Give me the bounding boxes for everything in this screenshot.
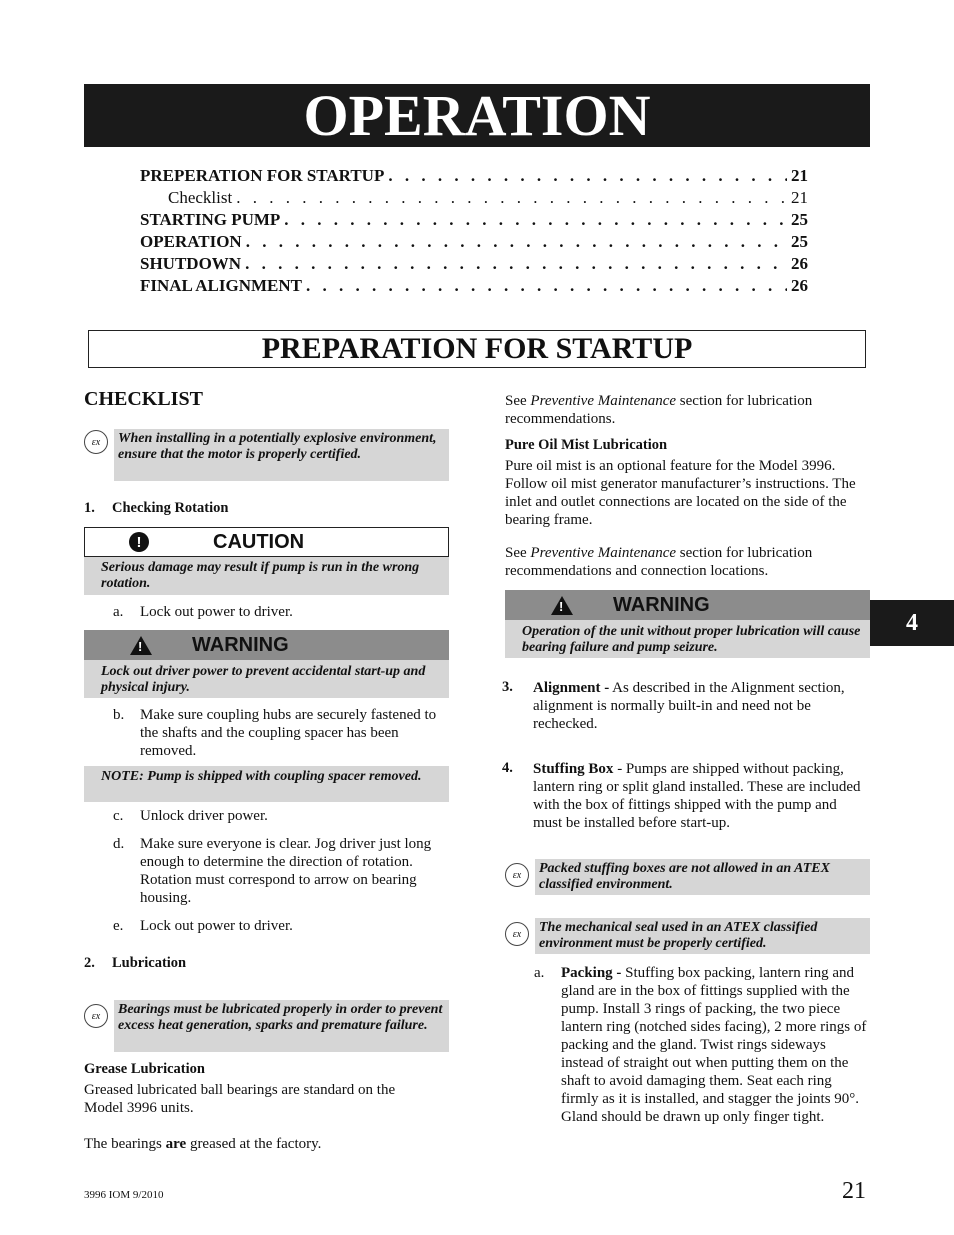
toc-label: Checklist — [168, 188, 233, 207]
warning-text: Lock out driver power to prevent accidental start-up and physical injury. — [84, 660, 449, 698]
caution-text: Serious damage may result if pump is run in the wrong rotation. — [84, 557, 449, 595]
text-run: section for lubrication recommendations. — [505, 393, 813, 427]
atex-note: Packed stuffing boxes are not allowed in an ATEX classified environment. — [535, 859, 870, 895]
subheading: Grease Lubrication — [84, 1061, 205, 1077]
atex-note: Bearings must be lubricated properly in order to prevent excess heat generation, sparks and premature failure. — [114, 1000, 449, 1052]
text-run: section for lubrication recommendations and connection locations. — [505, 545, 813, 579]
caution-label: CAUTION — [213, 530, 305, 553]
text-run: As described in the Alignment section, alignment is normally built-in and need not be rechecked. — [533, 680, 845, 732]
toc-label: SHUTDOWN — [140, 254, 242, 273]
text-run: greased at the factory. — [186, 1136, 322, 1152]
text-run-bold: Stuffing Box — [533, 761, 614, 777]
step-text: Make sure everyone is clear. Jog driver just long enough to determine the direction of rotation. Rotation must correspond to arrow on bearing housing. — [140, 836, 432, 906]
step-text: Lock out power to driver. — [140, 604, 293, 620]
toc-label: STARTING PUMP — [140, 210, 281, 229]
caution-box — [84, 527, 449, 595]
toc-page: 21 — [791, 166, 808, 185]
exclamation-circle-icon: ! — [129, 532, 149, 552]
text-run: See — [505, 393, 531, 409]
atex-icon: εx — [505, 922, 529, 946]
chapter-banner: OPERATION — [84, 84, 870, 147]
step-text — [561, 964, 870, 1126]
text-run-bold: Packing - — [561, 965, 622, 981]
warning-header — [84, 630, 449, 660]
note-box: NOTE: Pump is shipped with coupling spacer removed. — [84, 766, 449, 802]
toc-row[interactable] — [140, 165, 808, 187]
toc-page: 26 — [791, 276, 808, 295]
page-number: 21 — [842, 1178, 866, 1204]
item-number: 1. — [84, 500, 95, 516]
paragraph — [533, 679, 868, 733]
text-run: - Pumps are shipped without packing, lantern ring or split gland installed. These are included with the box of fittings shipped with the pump and must be installed before start-up. — [533, 761, 861, 831]
warning-box — [84, 630, 449, 698]
toc-page: 25 — [791, 210, 808, 229]
subheading: Pure Oil Mist Lubrication — [505, 437, 668, 453]
step-text: Lock out power to driver. — [140, 918, 293, 934]
section-title: PREPARATION FOR STARTUP — [88, 330, 866, 368]
toc-label: FINAL ALIGNMENT — [140, 276, 302, 295]
step-letter: a. — [113, 604, 124, 620]
toc-row[interactable] — [140, 187, 808, 209]
text-run-italic: Preventive Maintenance — [530, 393, 677, 409]
toc-page: 26 — [791, 254, 808, 273]
text-run-italic: Preventive Maintenance — [530, 545, 677, 561]
paragraph — [533, 760, 868, 832]
step-letter: b. — [113, 707, 125, 723]
toc-row[interactable] — [140, 231, 808, 253]
toc-page: 25 — [791, 232, 808, 251]
toc-row[interactable] — [140, 275, 808, 297]
text-run: Stuffing box packing, lantern ring and gland are in the box of fittings supplied with the pump. Install 3 rings of packing, the two piece lantern ring (notched sides facing), 2 more rings of packing and the gland. Twist rings sideways instead of straight out when putting them on the shaft to avoid damaging them. Seat each ring firmly as it is installed, and stagger the joints 90°. Gland should be drawn up only finger tight. — [561, 965, 867, 1125]
toc-label: PREPERATION FOR STARTUP — [140, 166, 385, 185]
atex-icon-wrap — [505, 922, 535, 946]
toc-row[interactable] — [140, 209, 808, 231]
atex-icon: εx — [505, 863, 529, 887]
step-letter: c. — [113, 808, 124, 824]
item-title: Checking Rotation — [112, 500, 229, 516]
caution-icon-wrap — [129, 532, 173, 552]
warning-label: WARNING — [192, 633, 289, 656]
warning-label: WARNING — [613, 593, 710, 616]
paragraph: Greased lubricated ball bearings are standard on the Model 3996 units. — [84, 1082, 396, 1116]
atex-icon-wrap — [505, 863, 535, 887]
step-text: Make sure coupling hubs are securely fastened to the shafts and the coupling spacer has been removed. — [140, 707, 437, 759]
paragraph — [84, 1135, 444, 1153]
warning-header — [505, 590, 870, 620]
step-text: Unlock driver power. — [140, 808, 268, 824]
item-number: 2. — [84, 955, 95, 971]
atex-icon: εx — [84, 1004, 108, 1028]
atex-icon: εx — [84, 430, 108, 454]
warning-text: Operation of the unit without proper lubrication will cause bearing failure and pump seizure. — [505, 620, 870, 658]
checklist-heading: CHECKLIST — [84, 388, 203, 410]
paragraph — [505, 544, 845, 580]
text-run-bold: Alignment - — [533, 680, 610, 696]
toc-page: 21 — [791, 188, 808, 207]
warning-triangle-icon: ! — [130, 636, 152, 655]
item-title: Lubrication — [112, 955, 187, 971]
step-letter: e. — [113, 918, 124, 934]
atex-icon-wrap — [84, 430, 114, 454]
caution-header — [84, 527, 449, 557]
toc-label: OPERATION — [140, 232, 242, 251]
toc-row[interactable] — [140, 253, 808, 275]
atex-note: When installing in a potentially explosive environment, ensure that the motor is properly certified. — [114, 429, 449, 481]
paragraph — [505, 392, 845, 428]
warning-box — [505, 590, 870, 658]
text-run: The bearings — [84, 1136, 166, 1152]
chapter-tab[interactable]: 4 — [870, 600, 954, 646]
atex-note: The mechanical seal used in an ATEX classified environment must be properly certified. — [535, 918, 870, 954]
warning-triangle-icon: ! — [551, 596, 573, 615]
text-run: See — [505, 545, 531, 561]
footer-doc-id: 3996 IOM 9/2010 — [84, 1189, 164, 1201]
item-number: 4. — [502, 760, 513, 776]
paragraph: Pure oil mist is an optional feature for the Model 3996. Follow oil mist generator manufacturer’s instructions. The inlet and outlet connections are located on the side of the bearing frame. — [505, 458, 856, 528]
text-run-bold: are — [165, 1136, 187, 1152]
step-letter: d. — [113, 836, 125, 852]
atex-icon-wrap — [84, 1004, 114, 1028]
item-number: 3. — [502, 679, 513, 695]
step-letter: a. — [534, 965, 545, 981]
table-of-contents — [140, 165, 808, 297]
